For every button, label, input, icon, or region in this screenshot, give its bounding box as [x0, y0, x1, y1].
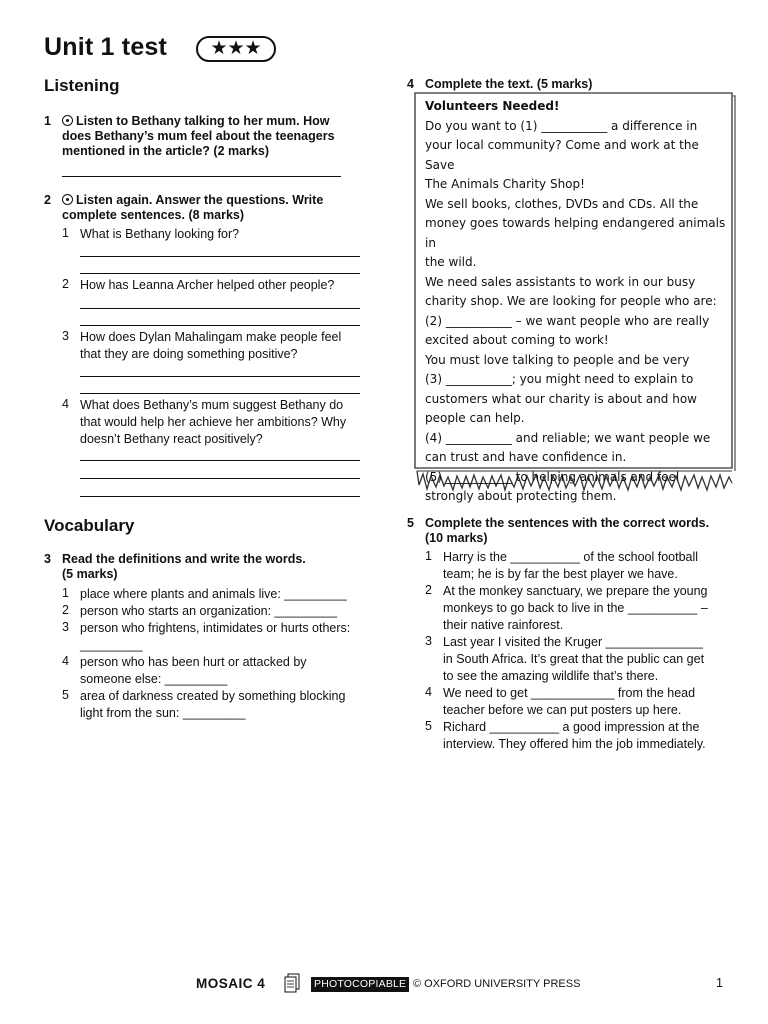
q3-item: 3 person who frightens, intimidates or hurts others: _________	[62, 620, 351, 652]
answer-line[interactable]	[80, 273, 360, 274]
q5-list	[425, 549, 735, 753]
answer-line[interactable]	[80, 376, 360, 377]
q2-instructions: Listen again. Answer the questions. Write complete sentences. (8 marks)	[62, 193, 324, 222]
q4-instructions: Complete the text. (5 marks)	[425, 77, 593, 91]
q2-item-text: What is Bethany looking for?	[80, 227, 240, 241]
q4-number: 4	[407, 77, 414, 91]
answer-line[interactable]	[80, 496, 360, 497]
q5-item: 3 Last year I visited the Kruger ______________ in South Africa. It’s great that the public can get to see the amazing wildlife that’s there.	[425, 634, 705, 683]
q5-item: 1 Harry is the __________ of the school football team; he is by far the best player we have.	[425, 549, 699, 581]
notice-title: Volunteers Needed!	[425, 99, 560, 113]
q5-instructions: Complete the sentences with the correct words. (10 marks)	[425, 516, 710, 545]
q2-item-number: 4	[62, 397, 69, 411]
footer-brand: MOSAIC 4	[196, 976, 266, 991]
q2-item-number: 3	[62, 329, 69, 343]
answer-line[interactable]	[80, 478, 360, 479]
q5-item: 2 At the monkey sanctuary, we prepare the young monkeys to go back to live in the __________ – their native rainforest.	[425, 583, 708, 632]
notice-text: Volunteers Needed! Do you want to (1) ___________ a difference in your local community? Come and work at the Save The Animals Charity Shop! We sell books, clothes, DVDs and CDs. All the money goes towards helping endangered animals in the wild. We need sales assistants to work in our busy charity shop. We are looking for people who are: (2) ___________ – we want people who are really excited about coming to work! You must love talking to people and be very (3) ___________; you might need to explain to customers what our charity is about and how people can help. (4) ___________ and reliable; we want people we can trust and have confidence in. (5) ___________ to helping animals and feel strongly about protecting them.	[425, 97, 731, 507]
q3-item: 4 person who has been hurt or attacked by someone else: _________	[62, 654, 307, 686]
answer-line[interactable]	[62, 176, 341, 177]
vocabulary-heading: Vocabulary	[44, 516, 135, 535]
photocopy-icon	[284, 973, 300, 993]
q2-item-text: How does Dylan Mahalingam make people feel that they are doing something positive?	[80, 330, 342, 361]
q3-item: 1 place where plants and animals live: _________	[62, 586, 347, 601]
answer-line[interactable]	[80, 393, 360, 394]
answer-line[interactable]	[80, 308, 360, 309]
q2-item-text: What does Bethany’s mum suggest Bethany do that would help her achieve her ambitions? Why doesn’t Bethany react positively?	[80, 398, 347, 446]
q3-item: 2 person who starts an organization: _________	[62, 603, 338, 618]
page-title: Unit 1 test	[44, 33, 168, 61]
page-number: 1	[716, 976, 723, 990]
q1-instructions: Listen to Bethany talking to her mum. How does Bethany’s mum feel about the teenagers mentioned in the article? (2 marks)	[62, 114, 335, 158]
q2-number: 2	[44, 193, 51, 207]
q3-item: 5 area of darkness created by something blocking light from the sun: _________	[62, 688, 346, 720]
photocopiable-badge: PHOTOCOPIABLE	[311, 977, 409, 992]
q2-item-number: 1	[62, 226, 69, 240]
audio-icon	[62, 194, 73, 205]
q5-item: 4 We need to get ____________ from the head teacher before we can put posters up here.	[425, 685, 696, 717]
q3-list	[62, 586, 362, 722]
q3-instructions: Read the definitions and write the words. (5 marks)	[62, 552, 306, 581]
publisher-credit: © OXFORD UNIVERSITY PRESS	[413, 978, 581, 990]
q2-item-number: 2	[62, 277, 69, 291]
answer-line[interactable]	[80, 256, 360, 257]
audio-icon	[62, 115, 73, 126]
answer-line[interactable]	[80, 460, 360, 461]
answer-line[interactable]	[80, 325, 360, 326]
difficulty-stars: ★★★	[196, 36, 276, 62]
q5-item: 5 Richard __________ a good impression at the interview. They offered him the job immediately.	[425, 719, 706, 751]
q1-number: 1	[44, 114, 51, 128]
q3-number: 3	[44, 552, 51, 566]
listening-heading: Listening	[44, 76, 120, 95]
q2-item-text: How has Leanna Archer helped other people?	[80, 278, 335, 292]
q5-number: 5	[407, 516, 414, 530]
